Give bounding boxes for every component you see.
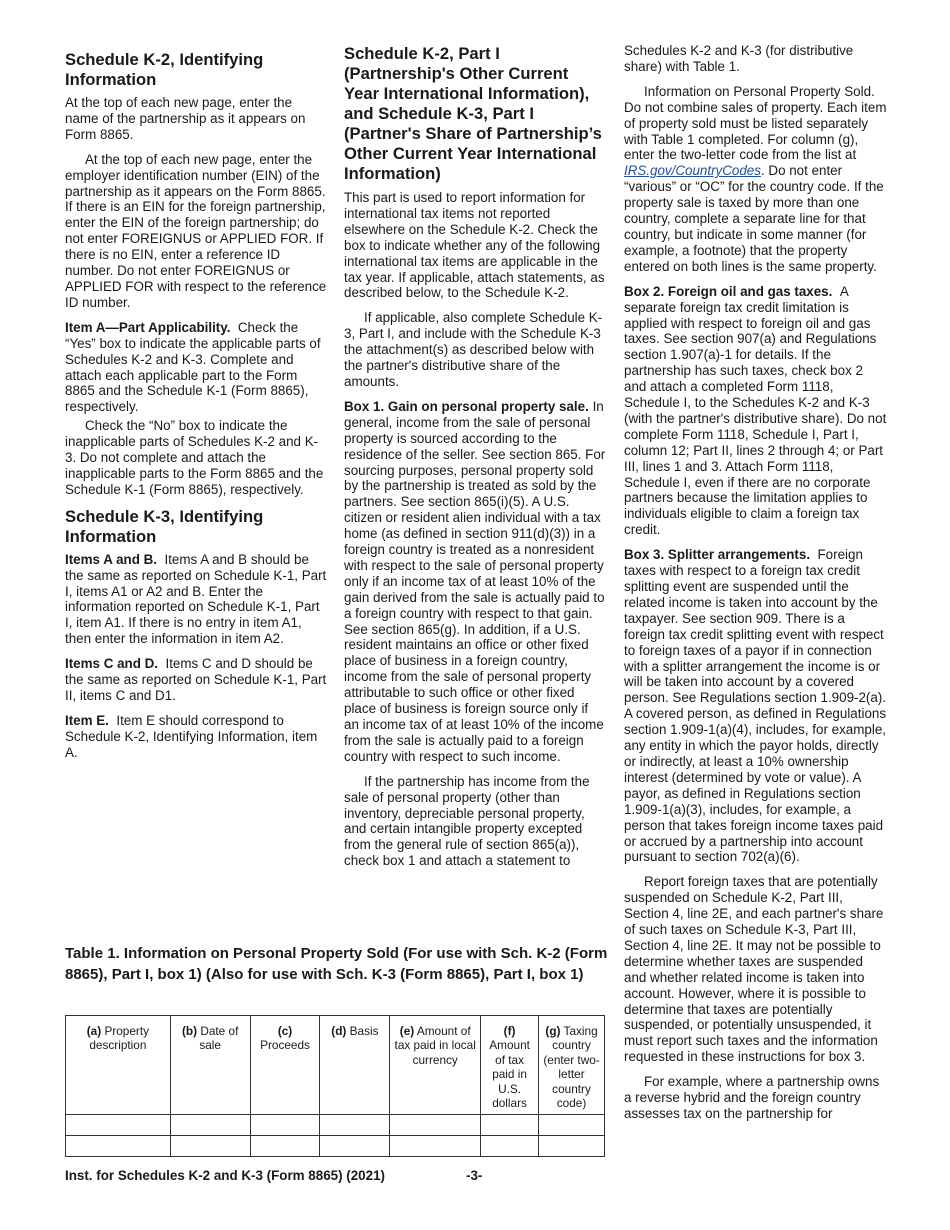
country-codes-link[interactable]: IRS.gov/CountryCodes [624, 163, 761, 179]
table-cell[interactable] [481, 1136, 539, 1157]
paragraph-text: Items A and B should be the same as reported on Schedule K-1, Part I, items A1 or A2 and B. Enter the information reported on Schedule K-1, Part I, item A1. If there is no entry in item A1, then enter the information in item A2. [65, 551, 327, 647]
paragraph-text: . Do not enter “various” or “OC” for the country code. If the property sale is taxed by more than one country, complete a separate line for that country, but indicate in some manner (for example, a footnote) that the property entered on both lines is the same property. [624, 163, 884, 274]
paragraph: At the top of each new page, enter the employer identification number (EIN) of the partnership as it appears on the Form 8865. If there is an EIN for the foreign partnership, enter the EIN of the foreign partnership; do not enter FOREIGNUS or APPLIED FOR. If there is no EIN, enter a reference ID number. Do not enter FOREIGNUS or APPLIED FOR with respect to the reference ID number. [65, 151, 327, 310]
table-cell[interactable] [539, 1136, 605, 1157]
table-cell[interactable] [170, 1115, 250, 1136]
table-row [66, 1115, 605, 1136]
paragraph: Schedules K-2 and K-3 (for distributive share) with Table 1. [624, 43, 854, 74]
paragraph-text: Information on Personal Property Sold. Do not combine sales of property. Each item of property sold must be listed separately with Table 1 completed. For column (g), enter the two-letter code from the list at [624, 83, 887, 163]
paragraph: If the partnership has income from the sale of personal property (other than inventory, depreciable personal property, and certain intangible property excepted from the general rule of section 865(a)), check box 1 and attach a statement to [344, 773, 590, 869]
table-cell[interactable] [250, 1115, 320, 1136]
paragraph-text: A separate foreign tax credit limitation is applied with respect to foreign oil and gas taxes. See section 907(a) and Regulations section 1.907(a)-1 for details. If the partnership has such taxes, check box 2 and attach a completed Form 1118, Schedule I, to the Schedules K-2 and K-3 (with the partner's distributive share). Do not complete Form 1118, Schedule I, Part I, column 12; Part II, lines 2 through 4; or Part III, lines 1 and 3. Attach Form 1118, Schedule I, even if there are no corporate partners because the limitation applies to individuals eligible to claim a foreign tax credit. [624, 283, 887, 538]
column-header: (d) Basis [320, 1016, 390, 1115]
table-cell[interactable] [539, 1115, 605, 1136]
paragraph: If applicable, also complete Schedule K-3, Part I, and include with the Schedule K-3 the attachment(s) as described below with the partner's distributive share of the amounts. [344, 310, 603, 389]
column-left [65, 50, 327, 770]
heading-k3-identifying: Schedule K-3, Identifying Information [65, 506, 264, 546]
run-in-heading: Items C and D. [65, 656, 159, 672]
paragraph: For example, where a partnership owns a reverse hybrid and the foreign country assesses tax on the partnership for [624, 1074, 880, 1121]
column-header: (g) Taxing country (enter two-letter country code) [539, 1016, 605, 1115]
run-in-heading: Box 1. Gain on personal property sale. [344, 398, 589, 414]
box3-paragraph [624, 547, 888, 865]
run-in-heading: Items A and B. [65, 551, 158, 567]
run-in-heading: Box 2. Foreign oil and gas taxes. [624, 283, 833, 299]
table-header-row [66, 1016, 605, 1115]
heading-k2-identifying: Schedule K-2, Identifying Information [65, 50, 264, 89]
table-cell[interactable] [66, 1136, 171, 1157]
run-in-heading: Item A—Part Applicability. [65, 319, 231, 335]
paragraph-text: Items C and D should be the same as reported on Schedule K-1, Part II, items C and D1. [65, 656, 327, 703]
column-middle [344, 44, 606, 878]
table-cell[interactable] [250, 1136, 320, 1157]
items-cd-paragraph [65, 656, 327, 704]
item-a-paragraph [65, 320, 327, 415]
paragraph-text: In general, income from the sale of personal property is sourced according to the residence of the seller. See section 865. For sourcing purposes, personal property sold by the partnership is treated as sold by the partners. See section 865(i)(5). A U.S. citizen or resident alien individual with a tax home (as defined in section 911(d)(3)) in a foreign country is treated as a nonresident with respect to the sale of personal property only if an income tax of at least 10% of the gain derived from the sale is actually paid to a foreign country with respect to that gain. See section 865(g). In addition, if a U.S. resident maintains an office or other fixed place of business in a foreign country, income from the sale of personal property attributable to such office or other fixed place of business is foreign source only if an income tax of at least 10% of the income from the sale is actually paid to a foreign country with respect to such income. [344, 398, 606, 764]
page-number: -3- [466, 1168, 483, 1183]
column-header: (f) Amount of tax paid in U.S. dollars [481, 1016, 539, 1115]
table-cell[interactable] [390, 1115, 481, 1136]
table-row [66, 1136, 605, 1157]
paragraph: At the top of each new page, enter the name of the partnership as it appears on Form 8865. [65, 95, 306, 142]
column-header: (e) Amount of tax paid in local currency [390, 1016, 481, 1115]
table-cell[interactable] [481, 1115, 539, 1136]
paragraph-text: Item E should correspond to Schedule K-2, Identifying Information, item A. [65, 712, 318, 760]
run-in-heading: Item E. [65, 712, 109, 728]
property-sold-paragraph [624, 84, 888, 275]
item-e-paragraph [65, 713, 327, 761]
heading-part-i: Schedule K-2, Part I (Partnership's Other Current Year International Information), and Schedule K-3, Part I (Partner's Share of Partnership’s Other Current Year International Information) [344, 44, 602, 183]
column-header: (c) Proceeds [250, 1016, 320, 1115]
footer-title: Inst. for Schedules K-2 and K-3 (Form 8865) (2021) [65, 1168, 385, 1183]
column-header: (b) Date of sale [170, 1016, 250, 1115]
table-cell[interactable] [390, 1136, 481, 1157]
personal-property-table [65, 1015, 605, 1157]
run-in-heading: Box 3. Splitter arrangements. [624, 547, 811, 563]
table-cell[interactable] [66, 1115, 171, 1136]
table-title: Table 1. Information on Personal Property Sold (For use with Sch. K-2 (Form 8865), Part I, box 1) (Also for use with Sch. K-3 (Form 8865), Part I, box 1) [65, 945, 608, 983]
column-header: (a) Property description [66, 1016, 171, 1115]
table-cell[interactable] [320, 1115, 390, 1136]
paragraph-text: Check the “Yes” box to indicate the applicable parts of Schedules K-2 and K-3. Complete and attach each applicable part to the Form 8865 and the Schedule K-1 (Form 8865), respectively. [65, 319, 321, 415]
page-footer [65, 1168, 605, 1183]
paragraph: Report foreign taxes that are potentially suspended on Schedule K-2, Part III, Section 4, line 2E, and each partner's share of such taxes on Schedule K-3, Part III, Section 4, line 2E. It may not be possible to determine whether taxes are suspended and whether related income is taken into account. However, where it is possible to determine that taxes are potentially suspended, or potentially unsuspended, it must report such taxes and the information requested in these instructions for box 3. [624, 874, 884, 1065]
table-cell[interactable] [320, 1136, 390, 1157]
paragraph-text: Foreign taxes with respect to a foreign tax credit splitting event are suspended until the related income is taken into account by the taxpayer. See section 909. There is a foreign tax credit splitting event with respect to foreign taxes of a payor if in connection with a splitter arrangement the income is or will be taken into account by a covered person. See Regulations section 1.909-2(a). A covered person, as defined in Regulations section 1.909-1(a)(4), includes, for example, any entity in which the payor holds, directly or indirectly, at least a 10% ownership interest (determined by vote or value). A payor, as defined in Regulations section 1.909-1(a)(3), includes, for example, a person that takes foreign income taxes paid or accrued by a partnership into account pursuant to section 702(a)(6). [624, 547, 887, 865]
column-right [624, 43, 888, 1131]
items-ab-paragraph [65, 552, 327, 647]
table-cell[interactable] [170, 1136, 250, 1157]
box2-paragraph [624, 284, 888, 539]
paragraph: This part is used to report information for international tax items not reported elsewhere on the Schedule K-2. Check the box to indicate whether any of the following international tax items are applicable in the tax year. If applicable, attach statements, as described below, to the Schedule K-2. [344, 190, 605, 301]
paragraph: Check the “No” box to indicate the inapplicable parts of Schedules K-2 and K-3. Do not complete and attach the inapplicable parts to the Form 8865 and the Schedule K-1 (Form 8865), respectively. [65, 418, 324, 497]
box1-paragraph [344, 399, 606, 765]
